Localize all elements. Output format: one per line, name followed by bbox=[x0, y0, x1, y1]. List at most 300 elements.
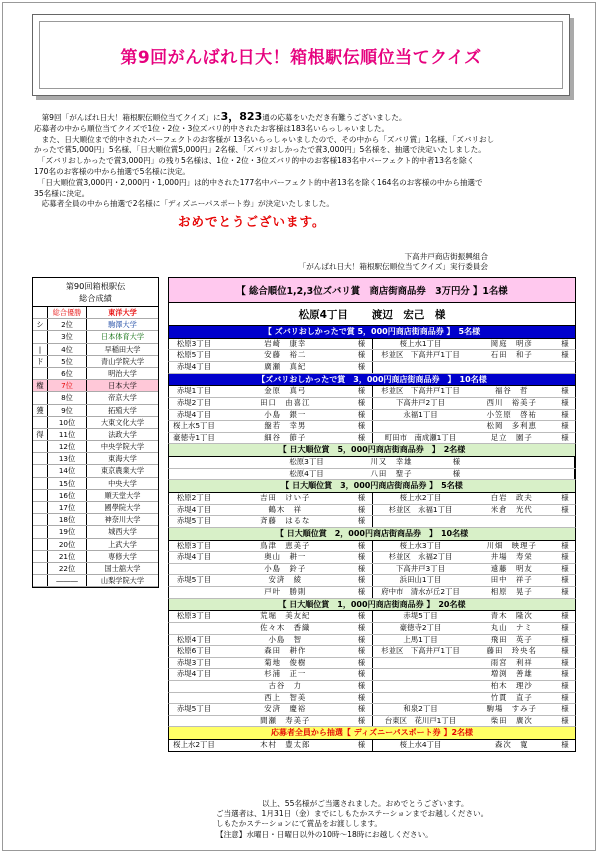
winner-suffix: 様 bbox=[357, 563, 366, 573]
winner-cell bbox=[169, 339, 373, 350]
winner-cell bbox=[373, 493, 576, 504]
winner-row bbox=[168, 740, 576, 752]
winner-name: 白岩 政夫 bbox=[490, 493, 533, 503]
winner-area: 赤堤5丁目 bbox=[176, 516, 212, 526]
winner-name: 荒堀 美友紀 bbox=[260, 611, 311, 621]
winner-name: 岡庭 明彦 bbox=[490, 338, 533, 348]
winner-area bbox=[169, 623, 219, 634]
winner-cell bbox=[169, 457, 575, 468]
winner-name: 田口 由喜江 bbox=[260, 397, 311, 407]
winner-cell bbox=[373, 433, 576, 444]
winner-row bbox=[168, 516, 576, 528]
ranking-team: 中央学院大学 bbox=[100, 442, 145, 452]
winner-area: 台東区 花川戸1丁目 bbox=[384, 715, 457, 725]
winner-area: 桜上水5丁目 bbox=[173, 421, 215, 431]
ranking-place: ――― bbox=[48, 575, 87, 586]
winner-cell bbox=[373, 587, 576, 598]
winner-suffix: 様 bbox=[357, 740, 366, 750]
winner-suffix: 様 bbox=[561, 634, 569, 644]
winner-area: 下高井戸3丁目 bbox=[395, 563, 446, 573]
ranking-place: 21位 bbox=[48, 551, 87, 562]
winner-name: 増渕 善雄 bbox=[490, 669, 533, 679]
prize-section-header: 【 ズバリおしかったで賞 5，000円商店街商品券 】 5名様 bbox=[168, 326, 576, 339]
winner-name: 遠藤 明友 bbox=[490, 563, 533, 573]
ranking-side-label bbox=[33, 478, 48, 489]
winner-cell bbox=[169, 433, 373, 444]
winner-area: 赤堤1丁目 bbox=[176, 386, 212, 396]
winner-suffix: 様 bbox=[452, 468, 461, 478]
ranking-team: 早稲田大学 bbox=[104, 344, 141, 354]
winner-area: 杉並区 下高井戸1丁目 bbox=[381, 646, 460, 656]
winner-name: 小島 鈴子 bbox=[264, 563, 307, 573]
winner-cell bbox=[373, 398, 576, 409]
intro-line: 応募者の中から順位当てクイズで1位・2位・3位ズバリ的中されたお客様は183名いらっしゃいました。 bbox=[34, 123, 390, 133]
winner-name: 川又 幸雄 bbox=[370, 457, 413, 467]
winner-name: 古谷 力 bbox=[268, 681, 303, 691]
winner-row bbox=[168, 646, 576, 658]
intro-line: 35名様に決定。 bbox=[34, 188, 90, 198]
entry-count: 3，823 bbox=[220, 110, 263, 123]
winner-row bbox=[168, 693, 576, 705]
ranking-row bbox=[33, 319, 158, 331]
winner-suffix: 様 bbox=[357, 493, 366, 503]
winner-area bbox=[169, 587, 219, 598]
winner-suffix: 様 bbox=[561, 421, 569, 431]
winner-area: 桜上水4丁目 bbox=[399, 740, 442, 750]
winner-cell bbox=[169, 740, 373, 751]
ranking-place: 14位 bbox=[48, 465, 87, 476]
winner-suffix: 様 bbox=[561, 350, 569, 360]
winner-cell bbox=[373, 704, 576, 715]
ranking-team: 駒澤大学 bbox=[108, 320, 137, 330]
prize-section-header: 【 日大順位賞 3，000円商店街商品券 】 5名様 bbox=[168, 480, 576, 493]
footer-line: ご当選者は、1月31日（金）までにしもたかステーションまでお越しください。 bbox=[216, 809, 489, 819]
winner-cell bbox=[169, 362, 373, 373]
ranking-row bbox=[33, 405, 158, 417]
winner-suffix: 様 bbox=[357, 657, 366, 667]
winner-suffix: 様 bbox=[357, 504, 366, 514]
winner-cell bbox=[169, 587, 373, 598]
winner-area: 豪徳寺1丁目 bbox=[173, 432, 215, 442]
ranking-side-label bbox=[33, 539, 48, 550]
winner-area: 府中市 清水が丘2丁目 bbox=[381, 587, 460, 597]
ranking-row bbox=[33, 441, 158, 453]
winner-suffix: 様 bbox=[561, 704, 569, 714]
winner-name: 廣瀬 真紀 bbox=[264, 361, 307, 371]
intro-line: 「ズバリおしかったで賞3,000円」の残り5名様は、1位・2位・3位ズバリ的中のお客様183名中パーフェクト的中者13名を除く bbox=[34, 156, 475, 166]
intro-line: 「日大順位賞3,000円・2,000円・1,000円」は的中された177名中パーフェクト的中者13名を除く164名のお客様の中から抽選で bbox=[34, 177, 483, 187]
winner-name: 佐々木 香織 bbox=[260, 623, 311, 633]
prize-section-header: 応募者全員から抽選【 ディズニーパスポート券 】2名様 bbox=[168, 727, 576, 740]
winner-area bbox=[373, 669, 469, 680]
ranking-team: 國學院大学 bbox=[104, 503, 141, 512]
prize-section-header: 【 日大順位賞 5，000円商店街商品券 】 2名様 bbox=[168, 444, 576, 457]
winner-area: 杉並区 永福2丁目 bbox=[388, 552, 453, 562]
ranking-place: 総合優勝 bbox=[48, 307, 87, 318]
winner-name: 森田 耕作 bbox=[264, 646, 307, 656]
ranking-row bbox=[33, 356, 158, 368]
prize-section-header: 【 日大順位賞 2，000円商店街商品券 】 10名様 bbox=[168, 528, 576, 541]
winner-suffix: 様 bbox=[561, 715, 569, 725]
ranking-side-label bbox=[33, 563, 48, 574]
winner-suffix: 様 bbox=[357, 623, 366, 633]
winner-name: 金原 真弓 bbox=[264, 386, 307, 396]
winner-name: 間瀬 寿美子 bbox=[260, 715, 311, 725]
ranking-row bbox=[33, 478, 158, 490]
ranking-side-label bbox=[33, 514, 48, 525]
winner-suffix: 様 bbox=[561, 587, 569, 597]
winner-name: 福谷 哲 bbox=[494, 386, 529, 396]
winner-row bbox=[168, 623, 576, 635]
ranking-side-label bbox=[33, 575, 48, 586]
winner-area: 赤堤3丁目 bbox=[176, 657, 212, 667]
ranking-table bbox=[32, 277, 159, 588]
winner-area: 松原4丁目 bbox=[176, 634, 212, 644]
winner-area: 松原6丁目 bbox=[176, 646, 212, 656]
winner-cell bbox=[373, 693, 576, 704]
winner-cell bbox=[169, 564, 373, 575]
winner-cell bbox=[373, 623, 576, 634]
winner-area bbox=[373, 362, 469, 373]
page-title: 第9回がんばれ日大！箱根駅伝順位当てクイズ bbox=[120, 47, 482, 68]
ranking-side-label bbox=[33, 392, 48, 403]
ranking-place: 6位 bbox=[48, 368, 87, 379]
intro-line: 第9回「がんばれ日大！箱根駅伝順位当てクイズ」に3，823通の応募をいただき有難うございました。 bbox=[34, 110, 407, 123]
winner-cell bbox=[373, 541, 576, 552]
winner-suffix: 様 bbox=[452, 457, 461, 467]
ranking-team: 帝京大学 bbox=[108, 393, 137, 403]
winner-row bbox=[168, 611, 576, 623]
ranking-team: 山梨学院大学 bbox=[100, 576, 145, 586]
winner-cell bbox=[373, 635, 576, 646]
winner-suffix: 様 bbox=[357, 704, 366, 714]
ranking-row bbox=[33, 380, 158, 392]
title-inner bbox=[39, 21, 563, 89]
winner-area: 杉並区 下高井戸1丁目 bbox=[381, 350, 460, 360]
ranking-place: 9位 bbox=[48, 405, 87, 416]
winner-area bbox=[169, 681, 219, 692]
intro-line: かったで賞5,000円」5名様、「日大順位賞5,000円」2名様、「ズバリおしかったで賞3,000円」5名様を、抽選で決定いたしました。 bbox=[34, 145, 486, 155]
footer-notes bbox=[216, 799, 488, 840]
winner-cell bbox=[169, 386, 373, 397]
winner-name: 盤若 幸男 bbox=[264, 421, 307, 431]
winner-row bbox=[168, 362, 576, 374]
ranking-row bbox=[33, 307, 158, 319]
ranking-team: 東海大学 bbox=[108, 454, 137, 464]
ranking-place: 8位 bbox=[48, 392, 87, 403]
winner-area bbox=[169, 564, 219, 575]
ranking-row bbox=[33, 453, 158, 465]
ranking-place: 19位 bbox=[48, 526, 87, 537]
winner-area: 桜上水2丁目 bbox=[399, 493, 442, 503]
ranking-place: 7位 bbox=[48, 380, 87, 391]
ranking-team: 拓殖大学 bbox=[108, 405, 137, 415]
ranking-place: 18位 bbox=[48, 514, 87, 525]
winner-cell bbox=[169, 646, 373, 657]
winner-cell bbox=[373, 646, 576, 657]
winner-suffix: 様 bbox=[357, 432, 366, 442]
ranking-place: 11位 bbox=[48, 429, 87, 440]
ranking-side-label: 獲 bbox=[33, 405, 48, 416]
footer-line: 【注意】水曜日・日曜日以外の10時～18時にお越しください。 bbox=[216, 829, 433, 839]
winner-suffix: 様 bbox=[357, 646, 366, 656]
winner-row bbox=[168, 681, 576, 693]
winner-area bbox=[373, 516, 469, 527]
winner-area: 杉並区 下高井戸1丁目 bbox=[381, 386, 460, 396]
ranking-row bbox=[33, 539, 158, 551]
winner-area: 赤堤4丁目 bbox=[176, 669, 212, 679]
winner-area: 永福1丁目 bbox=[403, 409, 438, 419]
winner-area: 赤堤2丁目 bbox=[176, 397, 212, 407]
prize-section-header: 【ズバリおしかったで賞 3，000円商店街商品券 】 10名様 bbox=[168, 374, 576, 387]
winner-cell bbox=[169, 350, 373, 361]
ranking-side-label bbox=[33, 490, 48, 501]
ranking-header bbox=[33, 278, 158, 307]
winner-suffix: 様 bbox=[357, 634, 366, 644]
winner-name: 飛田 英子 bbox=[490, 634, 533, 644]
winner-suffix: 様 bbox=[357, 669, 366, 679]
winner-suffix: 様 bbox=[561, 338, 569, 348]
winner-area bbox=[373, 681, 469, 692]
grand-prize-winner bbox=[168, 303, 576, 326]
footer-line: 以上、55名様がご当選されました。おめでとうございます。 bbox=[262, 799, 469, 808]
winner-area bbox=[373, 658, 469, 669]
ranking-team: 上武大学 bbox=[108, 539, 137, 549]
winner-cell bbox=[373, 410, 576, 421]
winner-name: 安済 慶裕 bbox=[264, 704, 307, 714]
winner-name bbox=[469, 362, 556, 373]
ranking-team: 専修大学 bbox=[108, 551, 137, 561]
winner-name: 川畑 映理子 bbox=[486, 540, 537, 550]
winner-area: 下高井戸2丁目 bbox=[395, 397, 446, 407]
winner-name: 柏木 理沙 bbox=[490, 681, 533, 691]
winner-cell bbox=[169, 704, 373, 715]
ranking-header-line: 第90回箱根駅伝 bbox=[65, 281, 126, 291]
winner-row bbox=[168, 635, 576, 647]
ranking-place: 13位 bbox=[48, 453, 87, 464]
winner-cell bbox=[373, 740, 576, 751]
winner-area: 赤堤4丁目 bbox=[176, 552, 212, 562]
ranking-side-label bbox=[33, 453, 48, 464]
winner-name: 安済 綾 bbox=[268, 575, 303, 585]
winner-name: 小笠原 啓祐 bbox=[486, 409, 537, 419]
winner-area: 杉並区 永福1丁目 bbox=[388, 504, 453, 514]
winner-suffix: 様 bbox=[357, 409, 366, 419]
intro-line: また、日大順位まで的中されたパーフェクトのお客様が 13名いらっしゃいましたので、その中から「ズバリ賞」1名様、「ズバリおし bbox=[34, 134, 495, 144]
winner-row bbox=[168, 457, 576, 469]
ranking-team: 東京農業大学 bbox=[100, 466, 145, 476]
ranking-side-label bbox=[33, 331, 48, 342]
winner-area: 松原3丁目 bbox=[176, 611, 212, 621]
winner-area bbox=[169, 716, 219, 727]
winner-cell bbox=[169, 541, 373, 552]
ranking-place: 17位 bbox=[48, 502, 87, 513]
winner-cell bbox=[373, 421, 576, 432]
winner-suffix: 様 bbox=[561, 540, 569, 550]
winner-suffix: 様 bbox=[561, 740, 569, 750]
winner-suffix bbox=[555, 362, 575, 373]
winner-area: 松原4丁目 bbox=[289, 468, 324, 478]
winner-suffix: 様 bbox=[561, 493, 569, 503]
winner-cell bbox=[373, 716, 576, 727]
ranking-side-label bbox=[33, 526, 48, 537]
intro-text bbox=[34, 112, 574, 210]
winner-name: 小島 銀一 bbox=[264, 409, 307, 419]
winner-name bbox=[469, 516, 556, 527]
winner-cell bbox=[169, 681, 373, 692]
winner-name: 鶴木 祥 bbox=[268, 504, 303, 514]
winner-suffix: 様 bbox=[561, 646, 569, 656]
ranking-row bbox=[33, 526, 158, 538]
winner-name: 米倉 光代 bbox=[490, 504, 533, 514]
winner-name: 岩崎 康幸 bbox=[264, 338, 307, 348]
grand-prize-bar: 【 総合順位1,2,3位ズバリ賞 商店街商品券 3万円分 】1名様 bbox=[168, 277, 576, 303]
ranking-place: 10位 bbox=[48, 417, 87, 428]
ranking-row bbox=[33, 575, 158, 587]
winner-suffix: 様 bbox=[357, 575, 366, 585]
winner-area: 松原5丁目 bbox=[176, 350, 212, 360]
winner-cell bbox=[169, 421, 373, 432]
winner-area bbox=[373, 421, 469, 432]
winner-cell bbox=[169, 716, 373, 727]
winner-row bbox=[168, 410, 576, 422]
ranking-side-label bbox=[33, 502, 48, 513]
winner-name: 井場 寿栄 bbox=[490, 552, 533, 562]
winner-suffix: 様 bbox=[357, 361, 366, 371]
congrats-message: おめでとうございます。 bbox=[178, 214, 326, 229]
winner-name: 小島 智 bbox=[268, 634, 303, 644]
winner-name: 青木 隆次 bbox=[490, 611, 533, 621]
organizer-line: 下高井戸商店街振興組合 bbox=[404, 252, 488, 261]
winner-cell bbox=[169, 611, 373, 622]
winner-area: 赤堤5丁目 bbox=[176, 575, 212, 585]
winner-name: 八田 聖子 bbox=[370, 468, 413, 478]
winner-suffix: 様 bbox=[561, 611, 569, 621]
ranking-row bbox=[33, 490, 158, 502]
winner-cell bbox=[169, 410, 373, 421]
ranking-team: 日本大学 bbox=[108, 381, 137, 391]
winner-suffix: 様 bbox=[561, 386, 569, 396]
winner-suffix: 様 bbox=[357, 587, 366, 597]
winner-suffix: 様 bbox=[561, 563, 569, 573]
organizer bbox=[288, 252, 488, 272]
ranking-side-label: ド bbox=[33, 356, 48, 367]
prize-section-header: 【 日大順位賞 1，000円商店街商品券 】 20名様 bbox=[168, 599, 576, 612]
winner-name: 菊地 俊樹 bbox=[264, 657, 307, 667]
ranking-side-label bbox=[33, 368, 48, 379]
intro-line: 170名のお客様の中から抽選で5名様に決定。 bbox=[34, 166, 191, 176]
winner-suffix: 様 bbox=[357, 516, 366, 526]
winner-name: 鳥津 恵美子 bbox=[260, 540, 311, 550]
winner-row bbox=[168, 716, 576, 728]
winner-cell bbox=[169, 669, 373, 680]
winner-suffix: 様 bbox=[561, 432, 569, 442]
ranking-header-line: 総合成績 bbox=[79, 293, 112, 303]
ranking-place: 4位 bbox=[48, 344, 87, 355]
winner-suffix: 様 bbox=[357, 715, 366, 725]
winner-cell bbox=[373, 362, 576, 373]
ranking-row bbox=[33, 551, 158, 563]
ranking-place: 15位 bbox=[48, 478, 87, 489]
winner-cell bbox=[373, 658, 576, 669]
winner-name: 細谷 節子 bbox=[264, 432, 307, 442]
organizer-line: 「がんばれ日大！箱根駅伝順位当てクイズ」実行委員会 bbox=[298, 262, 488, 271]
winner-name: 杉浦 正一 bbox=[264, 669, 307, 679]
ranking-team: 明治大学 bbox=[108, 368, 137, 378]
winner-suffix: 様 bbox=[561, 409, 569, 419]
winner-row bbox=[168, 552, 576, 564]
ranking-row bbox=[33, 417, 158, 429]
winner-cell bbox=[373, 350, 576, 361]
winner-suffix: 様 bbox=[357, 421, 366, 431]
prize-table bbox=[168, 277, 576, 752]
ranking-team: 東洋大学 bbox=[108, 308, 137, 317]
winner-area: 松原3丁目 bbox=[176, 338, 212, 348]
winner-suffix: 様 bbox=[357, 350, 366, 360]
winner-cell bbox=[373, 611, 576, 622]
winner-cell bbox=[169, 552, 373, 563]
ranking-place: 16位 bbox=[48, 490, 87, 501]
ranking-place: 5位 bbox=[48, 356, 87, 367]
winner-row bbox=[168, 541, 576, 553]
winner-name: 田中 祥子 bbox=[490, 575, 533, 585]
grand-prize-area: 松原4丁目 bbox=[298, 308, 348, 321]
winner-cell bbox=[373, 339, 576, 350]
winner-area: 赤堤4丁目 bbox=[176, 409, 212, 419]
footer-line: しもたかステーションにて賞品をお渡しします。 bbox=[216, 819, 382, 829]
winner-name: 相原 晃子 bbox=[490, 587, 533, 597]
winner-name: 藤田 玲央名 bbox=[486, 646, 537, 656]
ranking-side-label: シ bbox=[33, 319, 48, 330]
ranking-team: 神奈川大学 bbox=[104, 515, 141, 525]
winner-cell bbox=[169, 516, 373, 527]
winner-suffix: 様 bbox=[561, 397, 569, 407]
winner-area: 桜上水1丁目 bbox=[399, 338, 442, 348]
winner-area: 桜上水3丁目 bbox=[399, 540, 442, 550]
ranking-place: 2位 bbox=[48, 319, 87, 330]
winner-cell bbox=[169, 575, 373, 586]
winner-cell bbox=[169, 493, 373, 504]
winner-suffix: 様 bbox=[561, 692, 569, 702]
winner-cell bbox=[373, 516, 576, 527]
winner-cell bbox=[169, 658, 373, 669]
winner-suffix: 様 bbox=[561, 657, 569, 667]
ranking-row bbox=[33, 563, 158, 575]
winner-area: 町田市 南成瀬1丁目 bbox=[384, 432, 457, 442]
winner-name: 西川 裕美子 bbox=[486, 397, 537, 407]
winner-area: 赤堤5丁目 bbox=[403, 611, 438, 621]
winner-name: 雨宮 利祥 bbox=[490, 657, 533, 667]
winner-row bbox=[168, 433, 576, 445]
ranking-side-label bbox=[33, 441, 48, 452]
winner-row bbox=[168, 658, 576, 670]
winner-name: 吉田 けい子 bbox=[260, 493, 311, 503]
winner-suffix: 様 bbox=[561, 681, 569, 691]
winner-row bbox=[168, 350, 576, 362]
winner-area: 赤堤5丁目 bbox=[176, 704, 212, 714]
winner-area: 松原3丁目 bbox=[176, 540, 212, 550]
ranking-place: 3位 bbox=[48, 331, 87, 342]
winner-row bbox=[168, 669, 576, 681]
winner-name: 足立 園子 bbox=[490, 432, 533, 442]
winner-suffix: 様 bbox=[357, 681, 366, 691]
winner-cell bbox=[373, 564, 576, 575]
winner-cell bbox=[169, 469, 575, 480]
winner-suffix bbox=[555, 516, 575, 527]
winner-area: 桜上水2丁目 bbox=[173, 740, 215, 750]
grand-prize-name: 渡辺 宏己 様 bbox=[371, 308, 446, 321]
winner-name: 斉藤 はるな bbox=[260, 516, 311, 526]
